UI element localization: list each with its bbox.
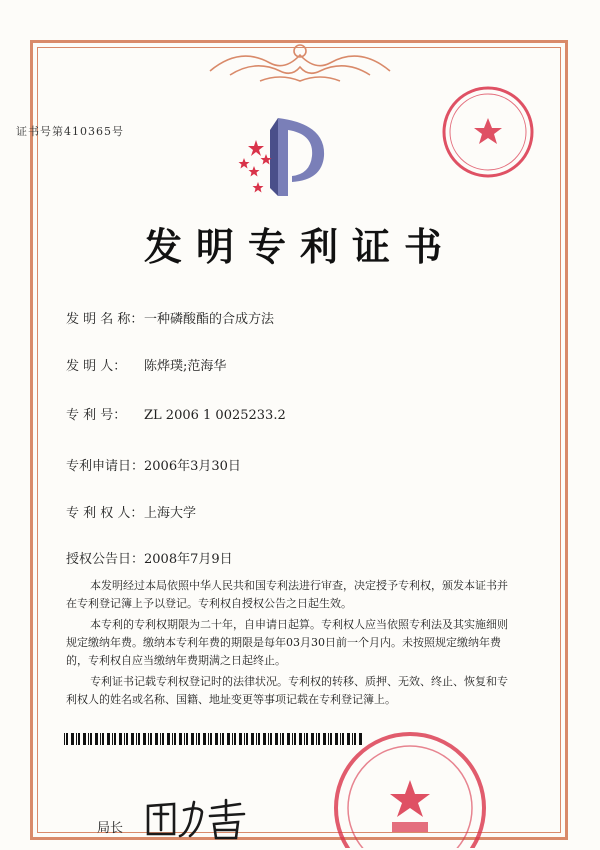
barcode-bar <box>167 733 170 745</box>
barcode-bar <box>198 733 200 745</box>
barcode-bar <box>282 733 284 745</box>
barcode-bar <box>114 733 116 745</box>
barcode-bar <box>102 733 104 745</box>
barcode-bar <box>328 733 329 745</box>
barcode-bar <box>155 733 158 745</box>
barcode-bar <box>136 733 137 745</box>
barcode-bar <box>270 733 272 745</box>
barcode-bar <box>90 733 92 745</box>
barcode-bar <box>162 733 164 745</box>
barcode-bar <box>256 733 257 745</box>
field-patentee <box>66 502 196 521</box>
barcode-bar <box>268 733 269 745</box>
field-value: 上海大学 <box>144 506 197 521</box>
barcode-bar <box>184 733 185 745</box>
barcode-bar <box>263 733 266 745</box>
barcode-bar <box>227 733 230 745</box>
field-grant-date <box>66 548 233 567</box>
field-value: 一种磷酸酯的合成方法 <box>144 312 275 327</box>
director-signature-icon <box>140 792 250 842</box>
barcode-bar <box>280 733 281 745</box>
field-inventor <box>66 355 226 374</box>
barcode-bar <box>292 733 293 745</box>
patent-office-logo-icon <box>236 110 326 200</box>
barcode-bar <box>179 733 182 745</box>
barcode-bar <box>220 733 221 745</box>
barcode-bar <box>64 733 65 745</box>
field-label: 发 明 人： <box>66 359 127 374</box>
barcode-bar <box>100 733 101 745</box>
barcode-bar <box>148 733 149 745</box>
barcode-bar <box>244 733 245 745</box>
field-invention-name <box>66 308 274 327</box>
barcode-bar <box>119 733 122 745</box>
top-ornament-icon <box>200 41 400 87</box>
barcode-bar <box>95 733 98 745</box>
field-application-date <box>66 455 241 474</box>
barcode-bar <box>174 733 176 745</box>
barcode-bar <box>304 733 305 745</box>
barcode-bar <box>215 733 218 745</box>
barcode-bar <box>83 733 86 745</box>
body-paragraph: 本专利的专利权期限为二十年，自申请日起算。专利权人应当依照专利法及其实施细则规定缴纳年费。缴纳本专利年费的期限是每年03月30日前一个月内。未按照规定缴纳年费的，专利权自应当缴纳年费期满之日起终止。 <box>66 618 508 667</box>
barcode-bar <box>78 733 80 745</box>
body-paragraph: 专利证书记载专利权登记时的法律状况。专利权的转移、质押、无效、终止、恢复和专利权人的姓名或名称、国籍、地址变更等事项记载在专利登记簿上。 <box>66 675 508 706</box>
director-label: 局长 <box>97 821 124 836</box>
field-label: 专 利 权 人： <box>66 506 144 521</box>
national-ip-office-seal-icon <box>330 718 490 848</box>
barcode-bar <box>191 733 194 745</box>
barcode-bar <box>251 733 254 745</box>
barcode-bar <box>239 733 242 745</box>
barcode-bar <box>107 733 110 745</box>
barcode-bar <box>294 733 296 745</box>
barcode-bar <box>316 733 317 745</box>
barcode-bar <box>318 733 320 745</box>
barcode-bar <box>71 733 74 745</box>
field-patent-number <box>66 404 286 423</box>
field-value: 2006年3月30日 <box>144 459 241 474</box>
barcode-bar <box>126 733 128 745</box>
body-paragraph: 本发明经过本局依照中华人民共和国专利法进行审查，决定授予专利权，颁发本证书并在专利登记簿上予以登记。专利权自授权公告之日起生效。 <box>66 579 508 610</box>
barcode-bar <box>275 733 278 745</box>
barcode-icon <box>64 733 364 745</box>
barcode-bar <box>287 733 290 745</box>
field-label: 专 利 号： <box>66 408 127 423</box>
barcode-bar <box>203 733 206 745</box>
barcode-bar <box>143 733 146 745</box>
barcode-bar <box>131 733 134 745</box>
barcode-bar <box>124 733 125 745</box>
field-label: 授权公告日： <box>66 552 145 567</box>
barcode-bar <box>222 733 224 745</box>
barcode-bar <box>246 733 248 745</box>
field-label: 发 明 名 称： <box>66 312 144 327</box>
barcode-bar <box>186 733 188 745</box>
field-label: 专利申请日： <box>66 459 145 474</box>
barcode-bar <box>210 733 212 745</box>
barcode-bar <box>76 733 77 745</box>
field-value: 2008年7月9日 <box>144 552 233 567</box>
field-value: 陈烨璞;范海华 <box>144 359 227 374</box>
barcode-bar <box>323 733 326 745</box>
barcode-bar <box>138 733 140 745</box>
barcode-bar <box>299 733 302 745</box>
field-value: ZL 2006 1 0025233.2 <box>144 408 286 423</box>
barcode-bar <box>88 733 89 745</box>
certificate-number: 证书号第410365号 <box>16 125 124 138</box>
barcode-bar <box>66 733 68 745</box>
barcode-bar <box>150 733 152 745</box>
barcode-bar <box>232 733 233 745</box>
barcode-bar <box>172 733 173 745</box>
barcode-bar <box>306 733 308 745</box>
barcode-bar <box>234 733 236 745</box>
certificate-body <box>66 577 508 712</box>
certificate-title: 发明专利证书 <box>143 224 456 269</box>
barcode-bar <box>311 733 314 745</box>
agency-seal-icon <box>438 82 538 182</box>
barcode-bar <box>258 733 260 745</box>
barcode-bar <box>196 733 197 745</box>
barcode-bar <box>160 733 161 745</box>
barcode-bar <box>208 733 209 745</box>
barcode-bar <box>112 733 113 745</box>
